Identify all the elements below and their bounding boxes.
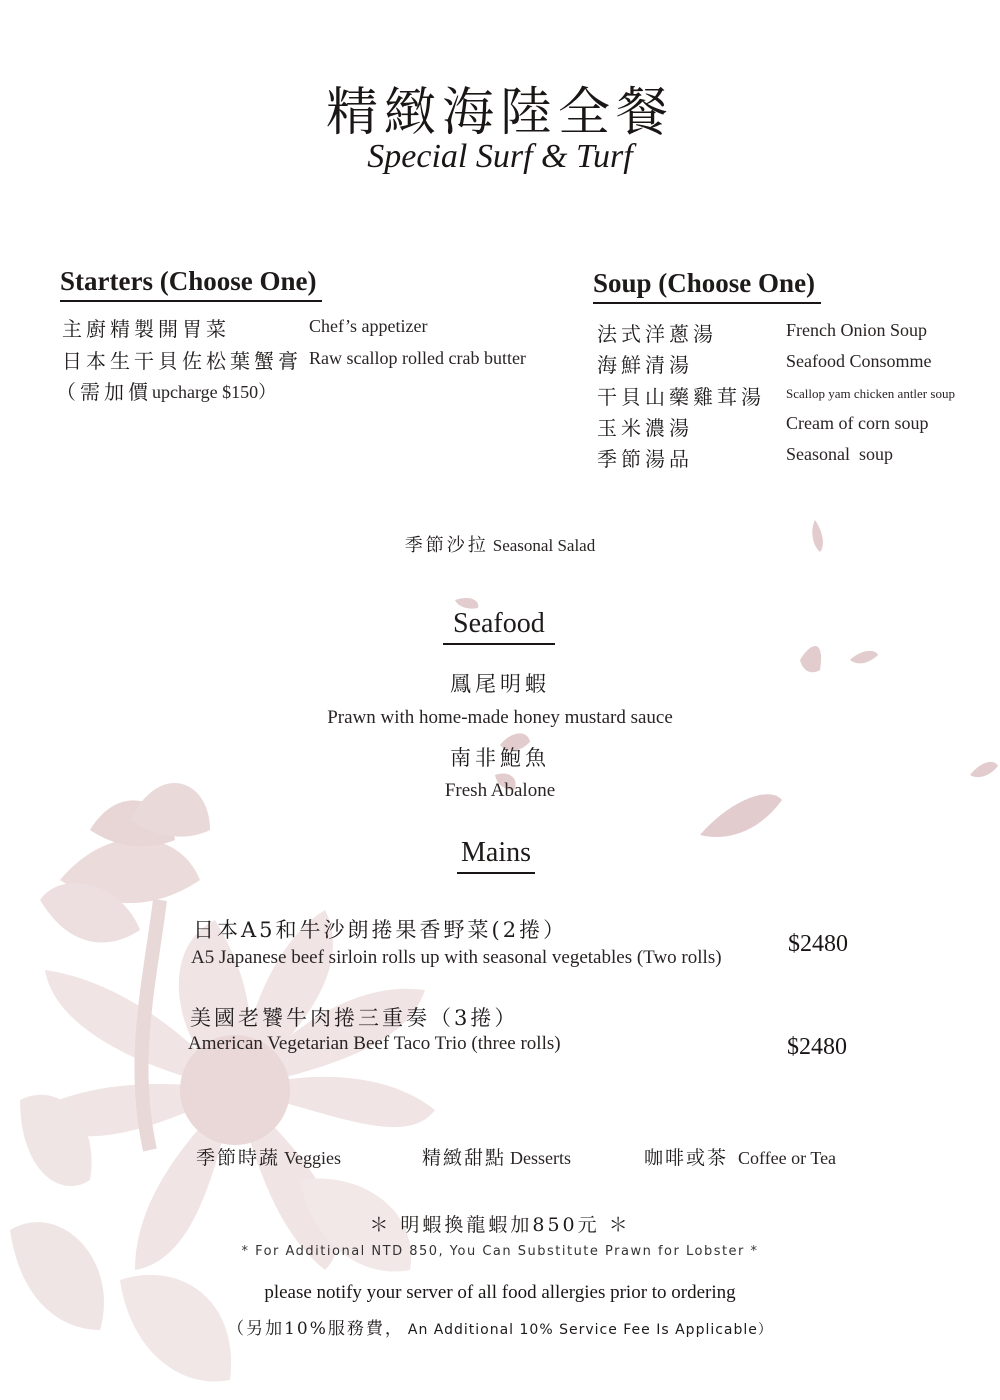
starter-1-english: Chef’s appetizer [309,316,428,336]
starter-upcharge-english: upcharge $150） [152,382,277,402]
main-1-price: $2480 [788,931,848,957]
salad-english: Seasonal Salad [492,536,596,555]
main-2-chinese: 美國老饕牛肉捲三重奏（3捲） [190,1006,519,1030]
soup-1-english: French Onion Soup [786,320,927,340]
side-1-english: Veggies [284,1148,342,1168]
starter-2-chinese: 日本生干貝佐松葉蟹膏 [62,349,302,373]
side-coffee-tea [644,1143,836,1170]
side-3-chinese: 咖啡或茶 [644,1147,729,1169]
main-2-price: $2480 [787,1034,847,1060]
soup-heading: Soup (Choose One) [593,268,821,304]
soup-2-chinese: 海鮮清湯 [597,353,693,377]
main-2-english: American Vegetarian Beef Taco Trio (three rolls) [188,1033,561,1054]
mains-heading: Mains [457,837,535,874]
soup-4-chinese: 玉米濃湯 [597,416,693,440]
soup-1-chinese: 法式洋蔥湯 [597,322,717,346]
main-1-english: A5 Japanese beef sirloin rolls up with seasonal vegetables (Two rolls) [191,947,722,968]
side-desserts [422,1143,571,1170]
lobster-note-chinese: ＊ 明蝦換龍蝦加850元 ＊ [369,1214,631,1236]
soup-2-english: Seafood Consomme [786,351,932,371]
starter-1-chinese: 主廚精製開胃菜 [62,317,230,341]
seafood-2-chinese: 南非鮑魚 [450,746,550,770]
allergy-notice: please notify your server of all food allergies prior to ordering [264,1282,736,1303]
lobster-note-english: * For Additional NTD 850, You Can Substitute Prawn for Lobster * [241,1244,759,1259]
side-2-english: Desserts [510,1148,572,1168]
soup-3-chinese: 干貝山藥雞茸湯 [597,385,765,409]
menu-title-chinese: 精緻海陸全餐 [325,83,674,143]
starter-2-english: Raw scallop rolled crab butter [309,348,526,368]
seafood-2-english: Fresh Abalone [444,780,556,801]
salad-line [0,531,1000,557]
side-2-chinese: 精緻甜點 [422,1147,507,1169]
menu-title-english: Special Surf & Turf [367,138,633,175]
side-1-chinese: 季節時蔬 [196,1147,281,1169]
service-fee-chinese: （另加10%服務費， [227,1319,404,1339]
starter-upcharge-chinese: （需加價 [56,380,152,404]
salad-chinese: 季節沙拉 [404,535,489,556]
seafood-1-chinese: 鳳尾明蝦 [450,672,550,696]
service-fee-english: An Additional 10% Service Fee Is Applicable） [407,1322,773,1338]
soup-4-english: Cream of corn soup [786,413,929,433]
service-fee-line [0,1314,1000,1339]
starters-heading: Starters (Choose One) [60,266,322,302]
soup-5-english: Seasonal soup [786,444,893,464]
side-3-english: Coffee or Tea [738,1148,837,1168]
soup-3-english: Scallop yam chicken antler soup [786,386,955,401]
main-1-chinese: 日本A5和牛沙朗捲果香野菜(2捲） [193,918,568,942]
seafood-heading: Seafood [443,608,555,645]
soup-5-chinese: 季節湯品 [597,447,693,471]
seafood-1-english: Prawn with home-made honey mustard sauce [327,707,673,728]
side-veggies [196,1143,341,1170]
